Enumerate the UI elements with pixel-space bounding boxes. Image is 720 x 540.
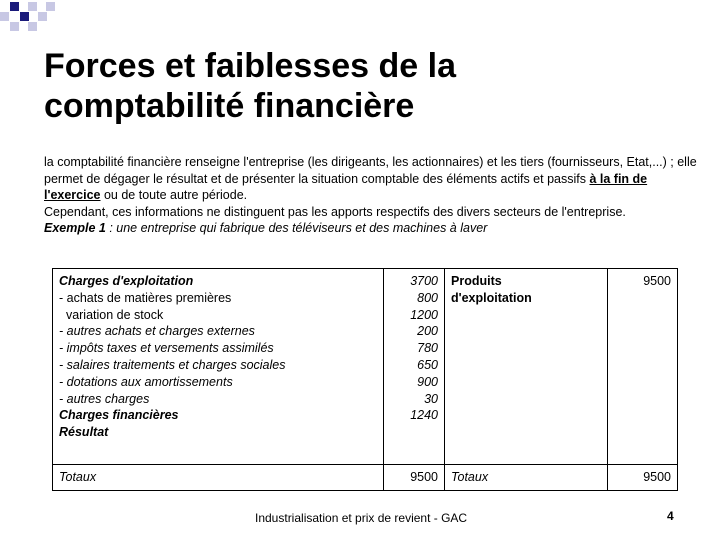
slide-body xyxy=(44,154,704,237)
credit-value: 9500 xyxy=(643,274,671,288)
debit-line: Charges financières xyxy=(59,408,179,423)
debit-line: - impôts taxes et versements assimilés xyxy=(59,341,274,356)
totals-label-right: Totaux xyxy=(445,465,608,491)
footer-text: Industrialisation et prix de revient - GAC xyxy=(255,511,468,525)
debit-line: Résultat xyxy=(59,425,109,440)
debit-values-cell xyxy=(384,269,445,465)
corner-decoration xyxy=(0,0,60,40)
debit-value: 3700 xyxy=(410,274,438,288)
underlined-phrase: à la fin de l'exercice xyxy=(44,171,648,203)
title-line-2: comptabilité financière xyxy=(44,87,415,125)
credit-label-cell xyxy=(445,269,608,465)
paragraph-2: Cependant, ces informations ne distinguent pas les apports respectifs des divers secteurs de l'entreprise. xyxy=(44,204,626,219)
debit-line: - autres charges xyxy=(59,391,150,406)
example-text: : une entreprise qui fabrique des téléviseurs et des machines à laver xyxy=(105,221,488,236)
credit-label: Produits xyxy=(451,274,502,288)
title-line-1: Forces et faiblesses de la xyxy=(44,47,456,85)
debit-value: 1200 xyxy=(410,307,438,322)
debit-line: variation de stock xyxy=(59,307,164,322)
totals-value-left: 9500 xyxy=(384,465,445,491)
debit-line: Charges d'exploitation xyxy=(59,274,194,288)
example-line xyxy=(44,220,704,237)
debit-value: 800 xyxy=(417,290,438,305)
paragraph-1-text: la comptabilité financière renseigne l'entreprise (les dirigeants, les actionnaires) et les tiers (fournisseurs, Etat,...) ; elle permet de dégager le résultat et de présenter la situation comptable des éléments actifs et passifs xyxy=(44,155,697,186)
credit-label: d'exploitation xyxy=(451,290,532,305)
debit-value: 30 xyxy=(424,391,438,406)
debit-value: 200 xyxy=(417,324,438,339)
totals-value-right: 9500 xyxy=(608,465,678,491)
table-row-totals xyxy=(53,465,678,491)
paragraph-1-end: ou de toute autre période. xyxy=(100,188,248,203)
debit-value: 900 xyxy=(417,374,438,389)
page-number: 4 xyxy=(667,509,674,523)
debit-line: - dotations aux amortissements xyxy=(59,374,233,389)
credit-value-cell xyxy=(608,269,678,465)
debit-value: 780 xyxy=(417,341,438,356)
debit-line: - achats de matières premières xyxy=(59,290,232,305)
table-row-main xyxy=(53,269,678,465)
example-label: Exemple 1 xyxy=(44,221,106,236)
income-statement-table xyxy=(52,268,678,491)
debit-value: 1240 xyxy=(410,408,438,423)
totals-label-left: Totaux xyxy=(53,465,384,491)
debit-line: - salaires traitements et charges sociales xyxy=(59,357,286,372)
slide-title xyxy=(44,46,684,126)
debit-line: - autres achats et charges externes xyxy=(59,324,255,339)
paragraph-1 xyxy=(44,154,704,204)
debit-value: 650 xyxy=(417,357,438,372)
debit-labels-cell xyxy=(53,269,384,465)
